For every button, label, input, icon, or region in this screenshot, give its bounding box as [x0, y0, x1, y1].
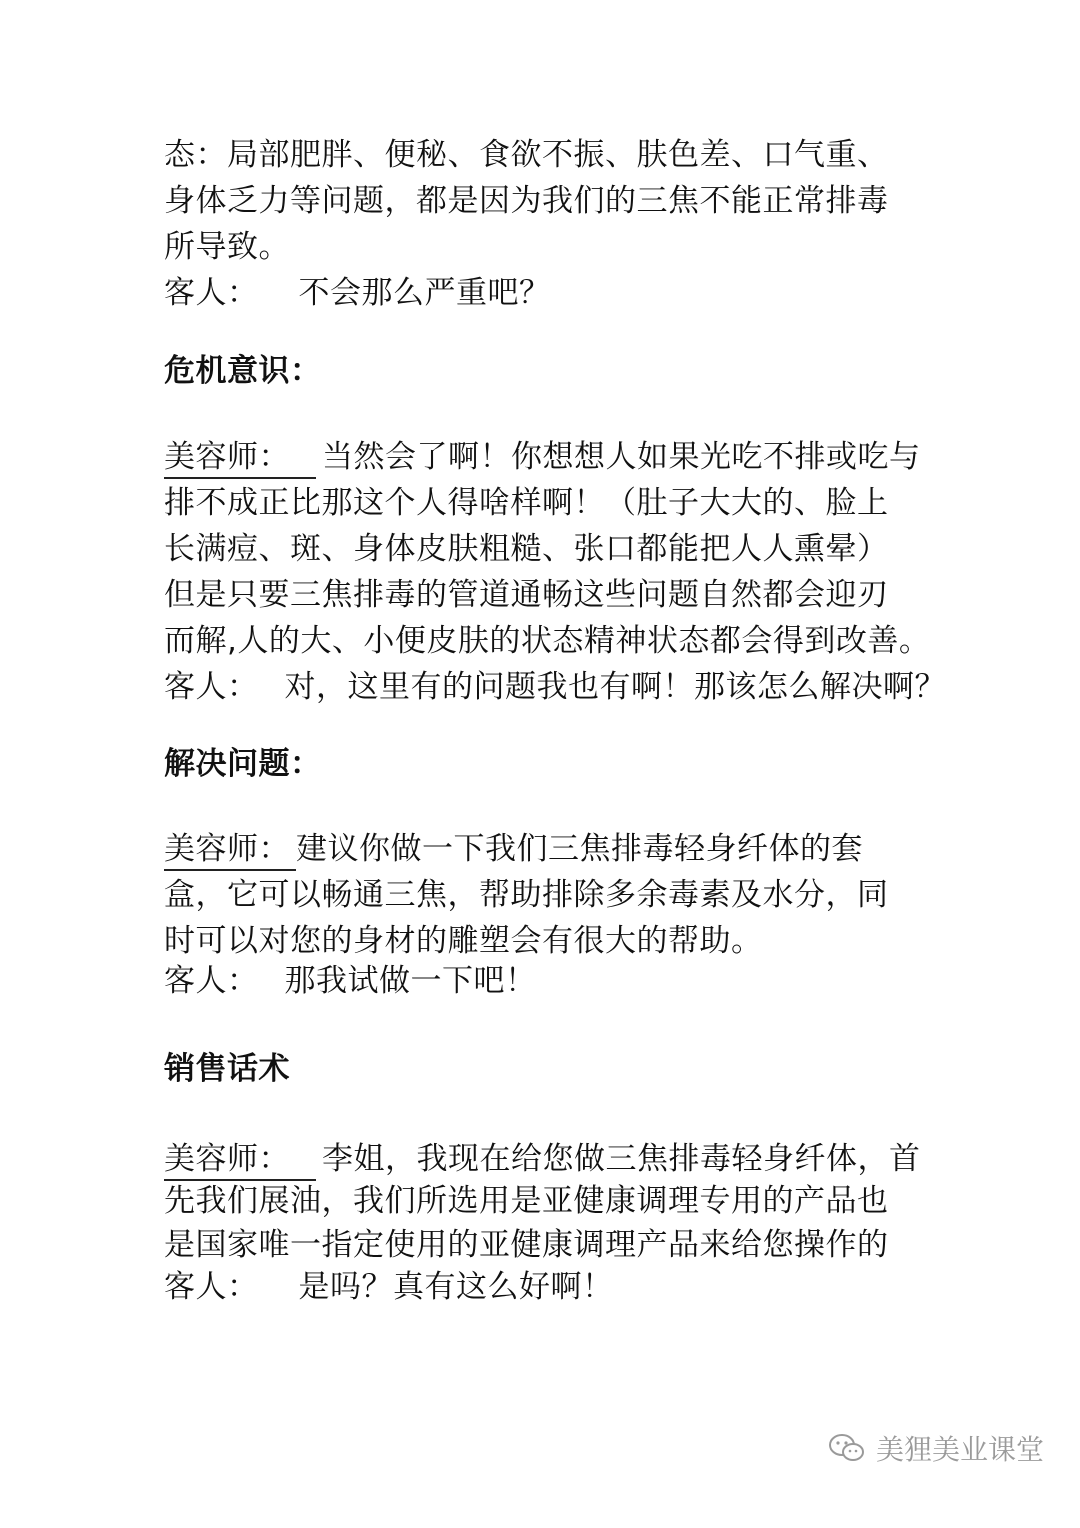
guest-speaker-label: 客人：: [164, 669, 259, 705]
guest-text: 那我试做一下吧！: [284, 963, 537, 999]
paragraph-line: 而解,人的大、小便皮肤的状态精神状态都会得到改善。: [164, 623, 931, 659]
guest-line: [164, 270, 551, 316]
beautician-text: 建议你做一下我们三焦排毒轻身纤体的套: [296, 831, 863, 867]
paragraph-line: 盒，它可以畅通三焦，帮助排除多余毒素及水分，同: [164, 877, 889, 913]
watermark: [828, 1428, 1044, 1468]
paragraph-line: 但是只要三焦排毒的管道通畅这些问题自然都会迎刃: [164, 577, 889, 613]
paragraph-line: 态：局部肥胖、便秘、食欲不振、肤色差、口气重、: [164, 137, 889, 173]
paragraph-line: 先我们展油，我们所选用是亚健康调理专用的产品也: [164, 1183, 889, 1219]
beautician-text: 李姐，我现在给您做三焦排毒轻身纤体，首: [322, 1141, 921, 1177]
paragraph-line: 时可以对您的身材的雕塑会有很大的帮助。: [164, 923, 763, 959]
guest-speaker-label: 客人：: [164, 275, 259, 311]
paragraph-line: 排不成正比那这个人得啥样啊！（肚子大大的、脸上: [164, 485, 889, 521]
paragraph-line: 长满痘、斑、身体皮肤粗糙、张口都能把人人熏晕）: [164, 531, 889, 567]
beautician-speaker-label: 美容师：: [164, 437, 316, 479]
beautician-line: [164, 1136, 921, 1182]
guest-line: [164, 664, 946, 710]
guest-text: 是吗？真有这么好啊！: [298, 1269, 614, 1305]
beautician-speaker-label: 美容师：: [164, 829, 296, 871]
section-heading: 解决问题：: [164, 746, 322, 782]
wechat-icon: [828, 1432, 866, 1464]
beautician-text: 当然会了啊！你想想人如果光吃不排或吃与: [322, 439, 921, 475]
section-heading: 销售话术: [164, 1051, 290, 1087]
guest-text: 不会那么严重吧？: [298, 275, 551, 311]
guest-line: [164, 1264, 614, 1310]
section-heading: 危机意识：: [164, 353, 322, 389]
beautician-line: [164, 826, 863, 872]
guest-text: 对，这里有的问题我也有啊！那该怎么解决啊？: [284, 669, 946, 705]
paragraph-line: 是国家唯一指定使用的亚健康调理产品来给您操作的: [164, 1227, 889, 1263]
paragraph-line: 所导致。: [164, 229, 290, 265]
beautician-line: [164, 434, 921, 480]
beautician-speaker-label: 美容师：: [164, 1139, 316, 1181]
watermark-text: 美狸美业课堂: [875, 1433, 1044, 1466]
guest-line: [164, 958, 537, 1004]
guest-speaker-label: 客人：: [164, 963, 259, 999]
paragraph-line: 身体乏力等问题，都是因为我们的三焦不能正常排毒: [164, 183, 889, 219]
guest-speaker-label: 客人：: [164, 1269, 259, 1305]
